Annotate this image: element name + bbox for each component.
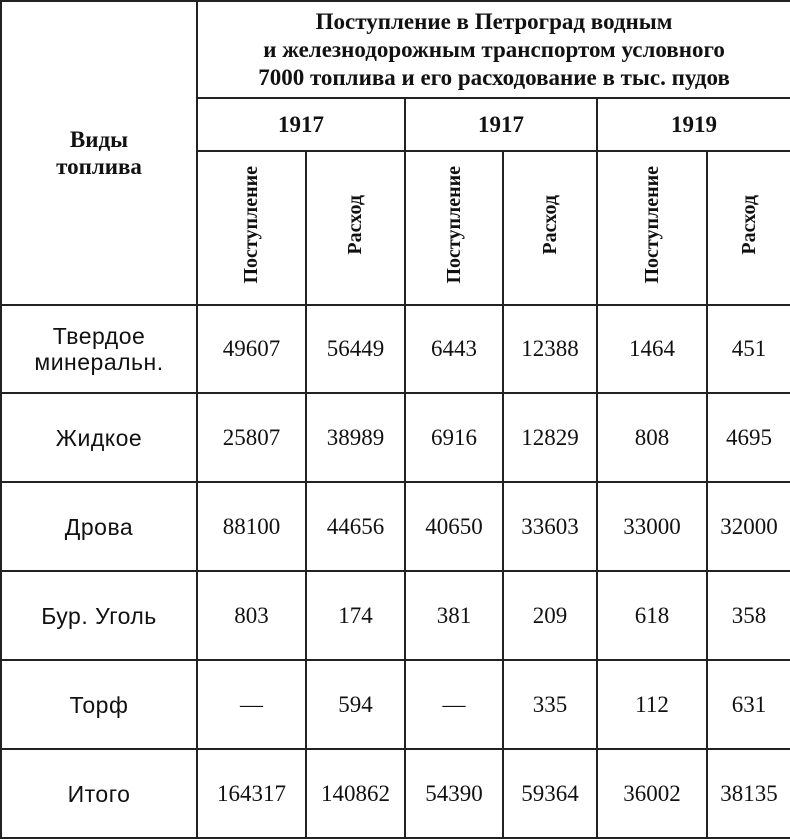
cell-value: 54390	[405, 749, 503, 838]
row-label: Бур. Уголь	[1, 571, 197, 660]
cell-value: 112	[597, 660, 707, 749]
subheader-expense-2: Расход	[503, 151, 597, 305]
title-line-2: и железнодорожным транспортом условного	[263, 36, 725, 62]
cell-value: 358	[707, 571, 790, 660]
cell-value: 164317	[197, 749, 306, 838]
year-header-3: 1919	[597, 98, 790, 151]
title-line-3: 7000 топлива и его расходование в тыс. пудов	[258, 64, 730, 90]
table-title	[197, 1, 790, 98]
cell-value: —	[197, 660, 306, 749]
cell-value: 12829	[503, 393, 597, 482]
row-label: Жидкое	[1, 393, 197, 482]
row-label: Торф	[1, 660, 197, 749]
title-line-1: Поступление в Петроград водным	[315, 8, 673, 34]
table-row	[1, 482, 790, 571]
cell-value: 33000	[597, 482, 707, 571]
cell-value: —	[405, 660, 503, 749]
row-label: Дрова	[1, 482, 197, 571]
cell-value: 36002	[597, 749, 707, 838]
row-label: Твердое минеральн.	[1, 305, 197, 393]
cell-value: 6916	[405, 393, 503, 482]
cell-value: 808	[597, 393, 707, 482]
row-label: Итого	[1, 749, 197, 838]
cell-value: 59364	[503, 749, 597, 838]
cell-value: 140862	[306, 749, 405, 838]
cell-value: 40650	[405, 482, 503, 571]
cell-value: 174	[306, 571, 405, 660]
cell-value: 12388	[503, 305, 597, 393]
subheader-expense-1: Расход	[306, 151, 405, 305]
cell-value: 38989	[306, 393, 405, 482]
cell-value: 44656	[306, 482, 405, 571]
subheader-expense-3: Расход	[707, 151, 790, 305]
cell-value: 25807	[197, 393, 306, 482]
cell-value: 451	[707, 305, 790, 393]
cell-value: 381	[405, 571, 503, 660]
year-header-1: 1917	[197, 98, 405, 151]
table-row-total	[1, 749, 790, 838]
cell-value: 631	[707, 660, 790, 749]
cell-value: 56449	[306, 305, 405, 393]
cell-value: 32000	[707, 482, 790, 571]
cell-value: 38135	[707, 749, 790, 838]
table-row	[1, 571, 790, 660]
subheader-receipt-3: Поступление	[597, 151, 707, 305]
cell-value: 209	[503, 571, 597, 660]
table-row	[1, 660, 790, 749]
cell-value: 49607	[197, 305, 306, 393]
cell-value: 6443	[405, 305, 503, 393]
cell-value: 594	[306, 660, 405, 749]
subheader-receipt-2: Поступление	[405, 151, 503, 305]
table-row	[1, 305, 790, 393]
cell-value: 4695	[707, 393, 790, 482]
cell-value: 33603	[503, 482, 597, 571]
fuel-type-header	[1, 1, 197, 305]
fuel-type-header-line-2: топлива	[56, 154, 142, 179]
subheader-receipt-1: Поступление	[197, 151, 306, 305]
cell-value: 803	[197, 571, 306, 660]
fuel-type-header-line-1: Виды	[69, 127, 129, 152]
cell-value: 1464	[597, 305, 707, 393]
table-row	[1, 393, 790, 482]
cell-value: 618	[597, 571, 707, 660]
cell-value: 88100	[197, 482, 306, 571]
cell-value: 335	[503, 660, 597, 749]
year-header-2: 1917	[405, 98, 597, 151]
